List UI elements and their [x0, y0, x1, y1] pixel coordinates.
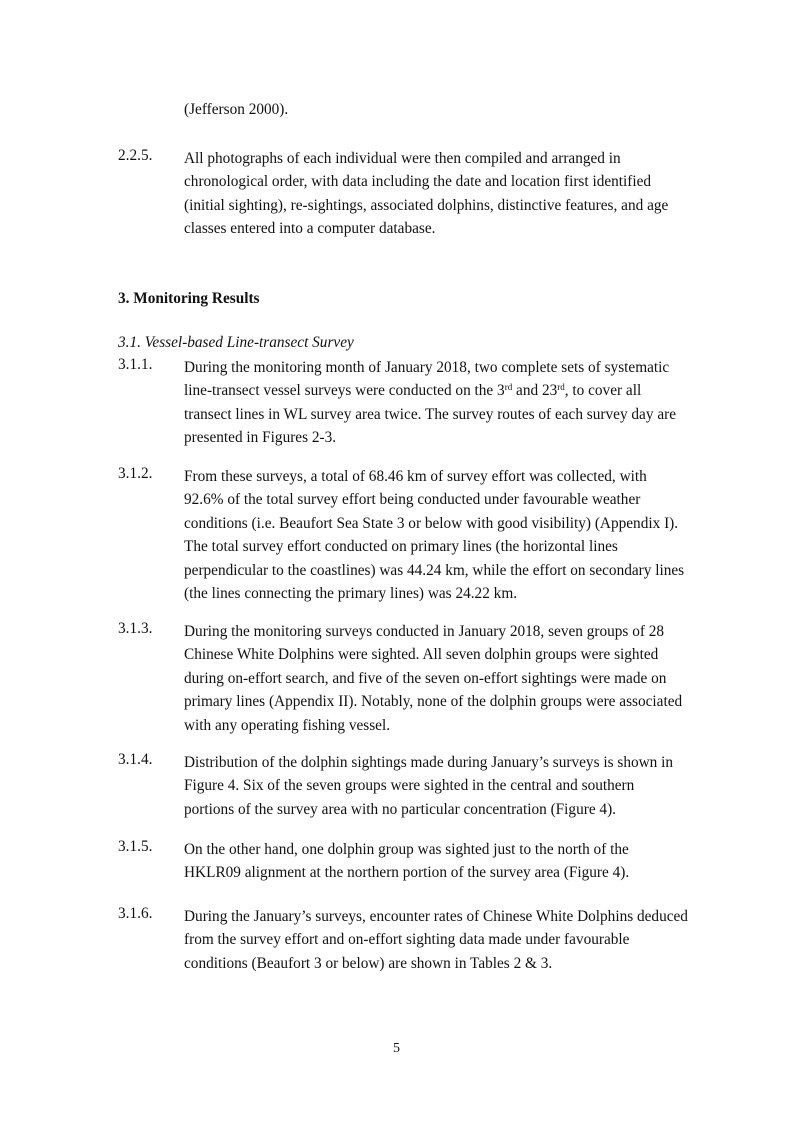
paragraph-text: All photographs of each individual were then compiled and arranged in chronological order, with data including the date and location first identified (initial sighting), re-sightings, associated dolphins, distinctive features, and age classes entered into a computer database. [184, 150, 669, 238]
paragraph-text: During the monitoring month of January 2018, two complete sets of systematic line-transect vessel surveys were conducted on the 3rd and 23rd, to cover all transect lines in WL survey area twice. The survey routes of each survey day are presented in Figures 2-3. [184, 359, 676, 447]
subsection-heading: 3.1. Vessel-based Line-transect Survey [118, 334, 354, 351]
paragraph-2-2-5 [118, 147, 688, 241]
paragraph-number: 3.1.1. [118, 356, 153, 373]
paragraph-number: 2.2.5. [118, 147, 153, 164]
paragraph-3-1-6 [118, 905, 688, 975]
paragraph-3-1-5 [118, 838, 688, 885]
paragraph-text: During the monitoring surveys conducted in January 2018, seven groups of 28 Chinese White Dolphins were sighted. All seven dolphin groups were sighted during on-effort search, and five of the seven on-effort sightings were made on primary lines (Appendix II). Notably, none of the dolphin groups were associated with any operating fishing vessel. [184, 623, 683, 734]
paragraph-text: Distribution of the dolphin sightings made during January’s surveys is shown in Figure 4. Six of the seven groups were sighted in the central and southern portions of the survey area with no particular concentration (Figure 4). [184, 754, 674, 818]
paragraph-3-1-4 [118, 751, 688, 821]
paragraph-text: During the January’s surveys, encounter rates of Chinese White Dolphins deduced from the survey effort and on-effort sighting data made under favourable conditions (Beaufort 3 or below) are shown in Tables 2 & 3. [184, 908, 688, 972]
paragraph-3-1-3 [118, 620, 688, 737]
paragraph-text: From these surveys, a total of 68.46 km of survey effort was collected, with 92.6% of the total survey effort being conducted under favourable weather conditions (i.e. Beaufort Sea State 3 or below with good visibility) (Appendix I). The total survey effort conducted on primary lines (the horizontal lines perpendicular to the coastlines) was 44.24 km, while the effort on secondary lines (the lines connecting the primary lines) was 24.22 km. [184, 468, 685, 603]
paragraph-number: 3.1.5. [118, 838, 153, 855]
page-number: 5 [393, 1041, 400, 1056]
paragraph-number: 3.1.4. [118, 751, 153, 768]
paragraph-3-1-2 [118, 465, 688, 605]
paragraph-text: On the other hand, one dolphin group was sighted just to the north of the HKLR09 alignment at the northern portion of the survey area (Figure 4). [184, 841, 630, 882]
paragraph-number: 3.1.6. [118, 905, 153, 922]
section-heading: 3. Monitoring Results [118, 290, 260, 307]
paragraph-number: 3.1.2. [118, 465, 153, 482]
paragraph-3-1-1 [118, 356, 688, 450]
continuation-text: (Jefferson 2000). [184, 101, 289, 118]
paragraph-number: 3.1.3. [118, 620, 153, 637]
